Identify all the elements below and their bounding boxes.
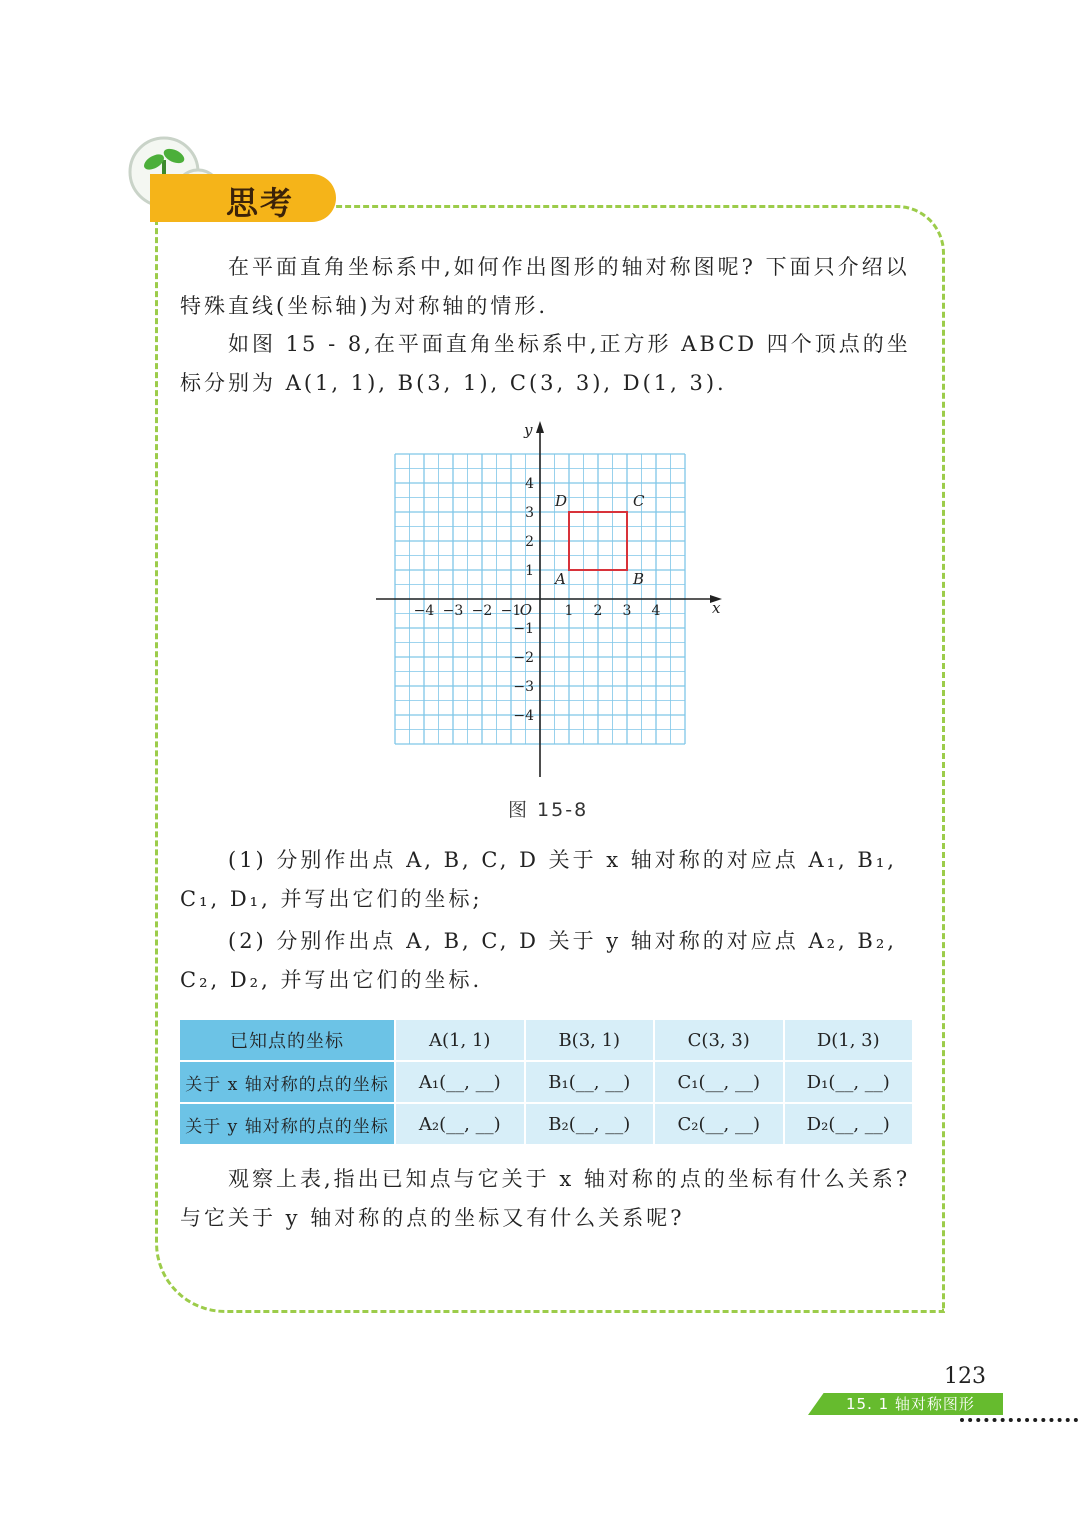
table-row — [179, 1019, 913, 1061]
x-tick-label: −4 — [413, 603, 435, 619]
x-tick-label: −3 — [442, 603, 464, 619]
y-tick-label: −4 — [513, 708, 534, 724]
table-cell: A(1, 1) — [395, 1019, 525, 1061]
y-tick-label: −3 — [513, 679, 534, 695]
y-tick-label: 2 — [525, 534, 534, 550]
coordinate-graph — [370, 415, 730, 785]
y-axis-arrow — [536, 421, 544, 433]
x-tick-label: 2 — [593, 603, 603, 619]
table-row — [179, 1103, 913, 1145]
vertex-label-b: B — [633, 570, 645, 588]
question-2: (2) 分别作出点 A, B, C, D 关于 y 轴对称的对应点 A₂, B₂, C₂, D₂, 并写出它们的坐标. — [180, 929, 897, 992]
paragraph-observe: 观察上表,指出已知点与它关于 x 轴对称的点的坐标有什么关系? 与它关于 y 轴对称的点的坐标又有什么关系呢? — [180, 1167, 911, 1230]
y-tick-label: −1 — [513, 621, 534, 637]
vertex-label-c: C — [633, 492, 645, 510]
y-tick-label: 4 — [525, 476, 534, 492]
table-cell: B(3, 1) — [525, 1019, 655, 1061]
y-axis-label: y — [524, 421, 533, 439]
figure-caption: 图 15-8 — [508, 799, 589, 821]
table-cell: A₁(__, __) — [395, 1061, 525, 1103]
x-axis-label: x — [712, 599, 721, 617]
table-row-header: 已知点的坐标 — [179, 1019, 395, 1061]
y-tick-label: 1 — [525, 563, 534, 579]
table-cell: B₁(__, __) — [525, 1061, 655, 1103]
y-tick-label: −2 — [513, 650, 534, 666]
section-tab-label: 15. 1 轴对称图形 — [846, 1395, 975, 1413]
paragraph-intro: 在平面直角坐标系中,如何作出图形的轴对称图呢? 下面只介绍以特殊直线(坐标轴)为对称轴的情形. — [180, 255, 910, 318]
table-row-header: 关于 x 轴对称的点的坐标 — [179, 1061, 395, 1103]
footer-dotted-line — [960, 1418, 1078, 1422]
table-cell: D₂(__, __) — [784, 1103, 914, 1145]
paragraph-square: 如图 15 - 8,在平面直角坐标系中,正方形 ABCD 四个顶点的坐标分别为 A(1, 1), B(3, 1), C(3, 3), D(1, 3). — [180, 332, 911, 395]
question-1: (1) 分别作出点 A, B, C, D 关于 x 轴对称的对应点 A₁, B₁, C₁, D₁, 并写出它们的坐标; — [180, 848, 897, 911]
x-tick-label: 3 — [622, 603, 632, 619]
table-cell: D₁(__, __) — [784, 1061, 914, 1103]
table-cell: D(1, 3) — [784, 1019, 914, 1061]
x-tick-label: 4 — [651, 603, 661, 619]
table-cell: B₂(__, __) — [525, 1103, 655, 1145]
vertex-label-d: D — [555, 492, 568, 510]
x-tick-label: −1 — [500, 603, 522, 619]
x-tick-label: −2 — [471, 603, 493, 619]
table-row — [179, 1061, 913, 1103]
section-badge-label: 思考 — [226, 184, 295, 222]
table-cell: C(3, 3) — [654, 1019, 784, 1061]
vertex-label-a: A — [555, 570, 566, 588]
page-number: 123 — [944, 1364, 986, 1389]
y-tick-label: 3 — [525, 505, 534, 521]
table-cell: A₂(__, __) — [395, 1103, 525, 1145]
table-cell: C₂(__, __) — [654, 1103, 784, 1145]
x-tick-label: 1 — [564, 603, 574, 619]
origin-label: O — [519, 601, 532, 619]
table-cell: C₁(__, __) — [654, 1061, 784, 1103]
coordinate-table — [178, 1018, 914, 1146]
table-row-header: 关于 y 轴对称的点的坐标 — [179, 1103, 395, 1145]
